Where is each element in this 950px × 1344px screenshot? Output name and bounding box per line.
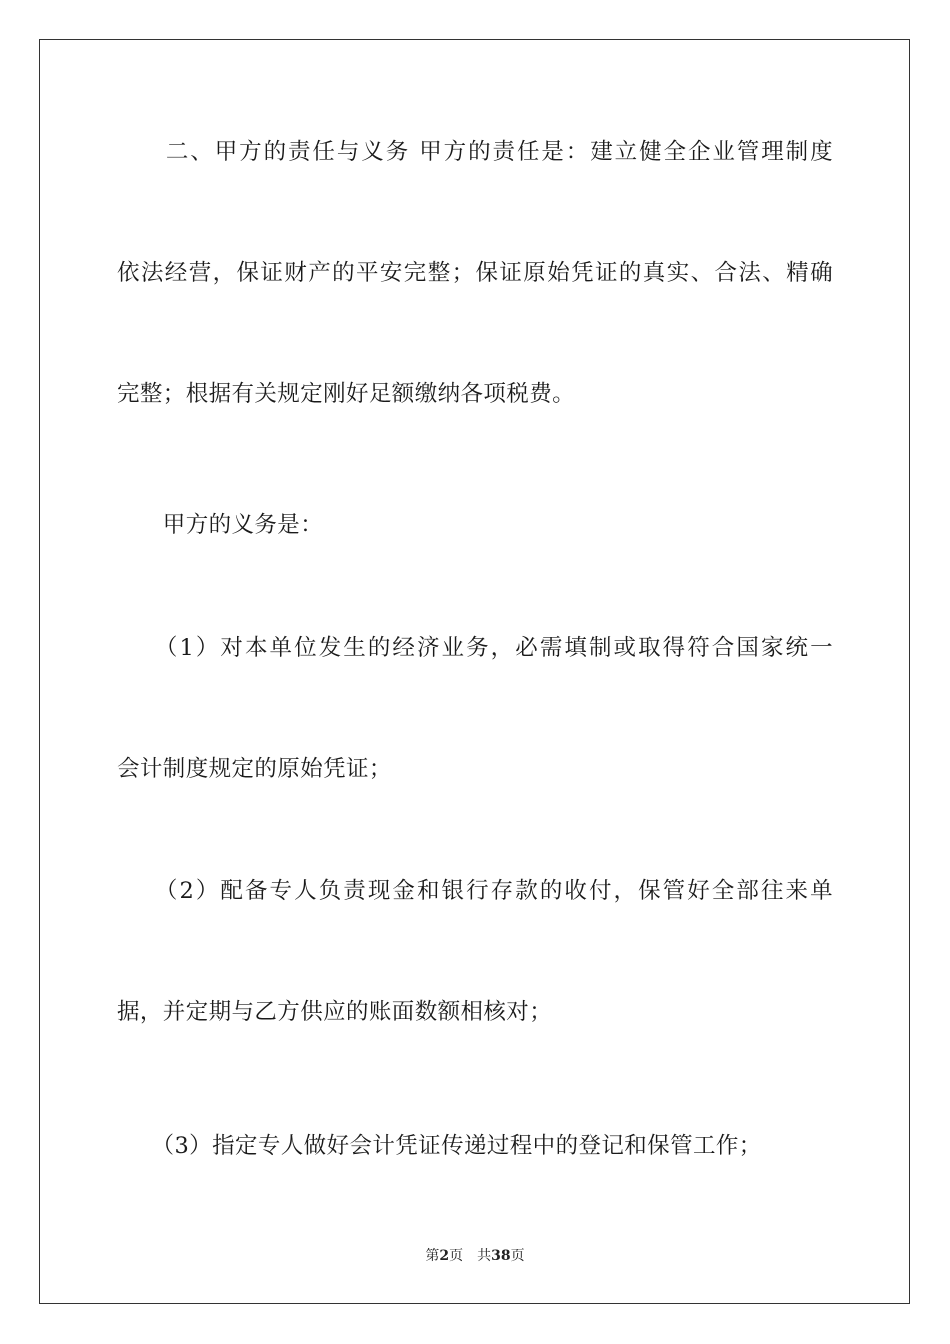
body-line-1: 二、甲方的责任与义务 甲方的责任是：建立健全企业管理制度 bbox=[117, 139, 833, 165]
footer-total-pages: 38 bbox=[491, 1248, 511, 1264]
body-line-5: （1）对本单位发生的经济业务，必需填制或取得符合国家统一 bbox=[117, 635, 833, 661]
body-line-7: （2）配备专人负责现金和银行存款的收付，保管好全部往来单 bbox=[117, 878, 833, 904]
footer-total-prefix: 共 bbox=[477, 1248, 492, 1264]
body-line-4: 甲方的义务是： bbox=[117, 512, 324, 538]
body-line-8: 据，并定期与乙方供应的账面数额相核对； bbox=[117, 999, 553, 1025]
body-line-2: 依法经营，保证财产的平安完整；保证原始凭证的真实、合法、精确 bbox=[117, 260, 833, 286]
body-line-3: 完整；根据有关规定刚好足额缴纳各项税费。 bbox=[117, 381, 576, 407]
body-line-6: 会计制度规定的原始凭证； bbox=[117, 756, 392, 782]
footer-page-suffix: 页 bbox=[449, 1248, 464, 1264]
page-footer bbox=[0, 1247, 950, 1265]
page-border bbox=[39, 39, 910, 1304]
footer-page-number: 2 bbox=[439, 1248, 450, 1264]
footer-total-suffix: 页 bbox=[510, 1248, 525, 1264]
body-line-9: （3）指定专人做好会计凭证传递过程中的登记和保管工作； bbox=[117, 1133, 762, 1159]
footer-page-prefix: 第 bbox=[425, 1248, 440, 1264]
